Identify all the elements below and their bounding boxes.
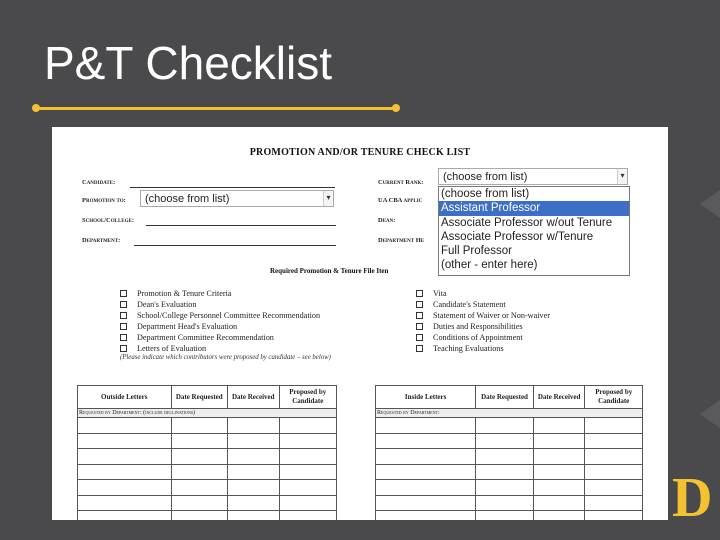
column-header: Outside Letters [78,386,172,409]
checkbox[interactable] [416,301,423,308]
field-label-current-rank: Current Rank: [378,179,424,186]
table-subheading: Requested by Department: [376,409,643,418]
checklist-item[interactable] [120,300,196,310]
field-label-dean: Dean: [378,217,396,224]
checklist-item[interactable] [120,311,320,321]
column-header: Date Requested [476,386,534,409]
required-items-heading: Required Promotion & Tenure File Iten [270,267,389,275]
table-row [78,464,337,480]
table-row [376,511,643,521]
table-row [78,433,337,449]
field-label-department: Department: [82,237,121,244]
table-row [78,495,337,511]
table-subheading: Requested by Department: (include declinations) [78,409,337,418]
checklist-item-label: Vita [433,289,447,298]
column-header: Date Requested [171,386,228,409]
checkbox[interactable] [120,334,127,341]
table-row [78,511,337,521]
checkbox[interactable] [120,323,127,330]
table-row [78,449,337,465]
dropdown-option[interactable]: Associate Professor w/out Tenure [441,216,613,229]
column-header: Date Received [533,386,585,409]
inside-letters-table [375,385,643,520]
table-row [376,449,643,465]
checkbox[interactable] [416,334,423,341]
checklist-item-label: Duties and Responsibilities [433,322,523,331]
field-label-ua-cba: UA CBA applic [378,197,423,204]
checklist-item[interactable] [416,311,550,321]
department-line [134,245,336,246]
checklist-item[interactable] [120,344,206,354]
checkbox[interactable] [416,323,423,330]
table-row [376,495,643,511]
dropdown-option[interactable]: Associate Professor w/Tenure [441,230,594,243]
checklist-item[interactable] [120,289,232,299]
column-header: Date Received [228,386,280,409]
title-underline [36,107,396,110]
checkbox[interactable] [120,345,127,352]
checklist-item-label: Department Committee Recommendation [137,333,274,342]
contributors-note: (Please indicate which contributors were proposed by candidate – see below) [120,354,331,361]
table-row [78,418,337,434]
checkbox[interactable] [416,290,423,297]
table-row [376,418,643,434]
chevron-down-icon: ▾ [323,191,333,206]
checkbox[interactable] [120,312,127,319]
candidate-line [130,187,335,188]
dropdown-option[interactable]: (choose from list) [441,188,530,200]
dropdown-option[interactable]: Full Professor [441,245,512,258]
promotion-select[interactable] [140,190,334,207]
checklist-item[interactable] [416,344,504,354]
title-underline-dot-left [32,104,40,112]
checklist-item-label: Statement of Waiver or Non-waiver [433,311,550,320]
checkbox[interactable] [120,290,127,297]
checklist-item[interactable] [416,322,523,332]
checklist-item-label: Dean's Evaluation [137,300,197,309]
table-row [376,433,643,449]
document-heading: PROMOTION AND/OR TENURE CHECK LIST [249,147,471,158]
checklist-item-label: Teaching Evaluations [433,344,504,353]
chevron-down-icon: ▾ [617,169,627,184]
side-arrow-decoration [700,400,720,428]
checklist-item[interactable] [416,300,506,310]
slide-title: P&T Checklist [44,37,333,89]
checklist-item[interactable] [416,333,523,343]
column-header: Inside Letters [376,386,476,409]
checkbox[interactable] [120,301,127,308]
table-row [78,480,337,496]
field-label-school: School/College: [82,217,135,224]
checkbox[interactable] [416,312,423,319]
school-line [146,225,336,226]
checklist-item-label: School/College Personnel Committee Recommendation [137,311,321,320]
title-underline-dot-right [392,104,400,112]
checklist-item-label: Conditions of Appointment [433,333,523,342]
field-label-promotion: Promotion to: [82,197,126,204]
document-page [52,127,668,520]
rank-select-value: (choose from list) [443,171,528,183]
checklist-item[interactable] [416,289,447,299]
column-header: Proposed by Candidate [279,386,336,409]
checklist-item-label: Department Head's Evaluation [137,322,238,331]
dropdown-option-selected[interactable]: Assistant Professor [439,201,629,215]
table-row [376,464,643,480]
outside-letters-table [77,385,337,520]
dropdown-option[interactable]: (other - enter here) [441,259,538,272]
checklist-item-label: Candidate's Statement [433,300,506,309]
promotion-select-value: (choose from list) [145,193,230,205]
side-arrow-decoration [700,190,720,218]
rank-select[interactable] [438,168,628,185]
table-row [376,480,643,496]
logo-mark: D [672,467,713,529]
checklist-item-label: Promotion & Tenure Criteria [137,289,232,298]
rank-dropdown-list[interactable] [438,186,630,276]
field-label-department-head: Department He [378,237,425,244]
checklist-item[interactable] [120,322,237,332]
column-header: Proposed by Candidate [585,386,643,409]
checklist-item[interactable] [120,333,274,343]
checkbox[interactable] [416,345,423,352]
checklist-item-label: Letters of Evaluation [137,344,207,353]
field-label-candidate: Candidate: [82,179,116,186]
